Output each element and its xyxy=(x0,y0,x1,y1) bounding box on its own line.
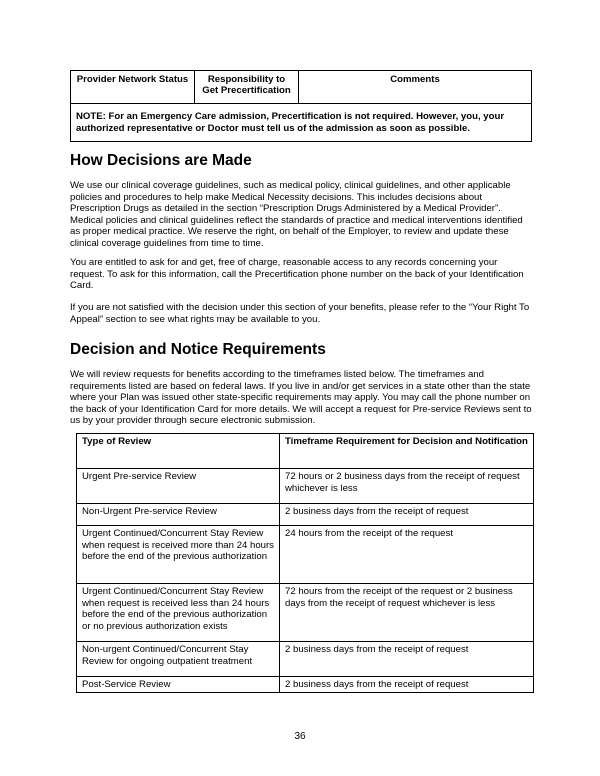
table-row xyxy=(77,504,534,526)
review-type-cell: Urgent Continued/Concurrent Stay Review when request is received more than 24 hours before the end of the previous authorization xyxy=(77,526,280,584)
page-number: 36 xyxy=(294,731,306,742)
table-row xyxy=(77,677,534,693)
table-row xyxy=(77,642,534,677)
timeframe-cell: 72 hours from the receipt of the request or 2 business days from the receipt of request whichever is less xyxy=(280,584,534,642)
header-comments: Comments xyxy=(299,71,532,104)
paragraph-review-timeframes: We will review requests for benefits according to the timeframes listed below. The timeframes and requirements listed are based on federal laws. If you live in and/or get services in a state other than the state where your Plan was issued other state-specific requirements may apply. You may call the phone number on the back of your Identification Card for more details. We will accept a request for Pre-service Reviews sent to us by your provider through secure electronic submission. xyxy=(70,369,532,427)
timeframe-cell: 2 business days from the receipt of request xyxy=(280,677,534,693)
section-heading-decision-notice: Decision and Notice Requirements xyxy=(70,341,326,358)
review-type-cell: Urgent Continued/Concurrent Stay Review when request is received less than 24 hours before the end of the previous authorization or no previous authorization exists xyxy=(77,584,280,642)
precertification-header-row xyxy=(71,71,532,104)
header-responsibility: Responsibility to Get Precertification xyxy=(195,71,299,104)
header-type-of-review: Type of Review xyxy=(77,434,280,469)
table-row xyxy=(77,526,534,584)
timeframe-cell: 2 business days from the receipt of request xyxy=(280,504,534,526)
header-provider-network-status: Provider Network Status xyxy=(71,71,195,104)
review-type-cell: Non-urgent Continued/Concurrent Stay Review for ongoing outpatient treatment xyxy=(77,642,280,677)
section-heading-how-decisions: How Decisions are Made xyxy=(70,152,252,169)
table-row xyxy=(77,584,534,642)
review-type-cell: Non-Urgent Pre-service Review xyxy=(77,504,280,526)
timeframe-cell: 2 business days from the receipt of request xyxy=(280,642,534,677)
table-row xyxy=(77,469,534,504)
emergency-note-row xyxy=(71,104,532,142)
review-table-header-row xyxy=(77,434,534,469)
precertification-table xyxy=(70,70,532,142)
emergency-note: NOTE: For an Emergency Care admission, Precertification is not required. However, you, your authorized representative or Doctor must tell us of the admission as soon as possible. xyxy=(71,104,532,142)
review-type-cell: Post-Service Review xyxy=(77,677,280,693)
timeframe-cell: 24 hours from the receipt of the request xyxy=(280,526,534,584)
timeframe-cell: 72 hours or 2 business days from the receipt of request whichever is less xyxy=(280,469,534,504)
paragraph-appeal-reference: If you are not satisfied with the decision under this section of your benefits, please refer to the “Your Right To Appeal” section to see what rights may be available to you. xyxy=(70,302,530,325)
review-type-cell: Urgent Pre-service Review xyxy=(77,469,280,504)
header-timeframe: Timeframe Requirement for Decision and Notification xyxy=(280,434,534,469)
paragraph-clinical-guidelines: We use our clinical coverage guidelines, such as medical policy, clinical guidelines, and other applicable policies and procedures to help make Medical Necessity decisions. This includes decisions about Prescription Drugs as detailed in the section “Prescription Drugs Administered by a Medical Provider”. Medical policies and clinical guidelines reflect the standards of practice and medical interventions identified as proper medical practice. We reserve the right, on behalf of the Employer, to review and update these clinical coverage guidelines from time to time. xyxy=(70,180,523,249)
paragraph-records-access: You are entitled to ask for and get, free of charge, reasonable access to any records concerning your request. To ask for this information, call the Precertification phone number on the back of your Identification Card. xyxy=(70,257,524,292)
review-timeframe-table xyxy=(76,433,534,693)
